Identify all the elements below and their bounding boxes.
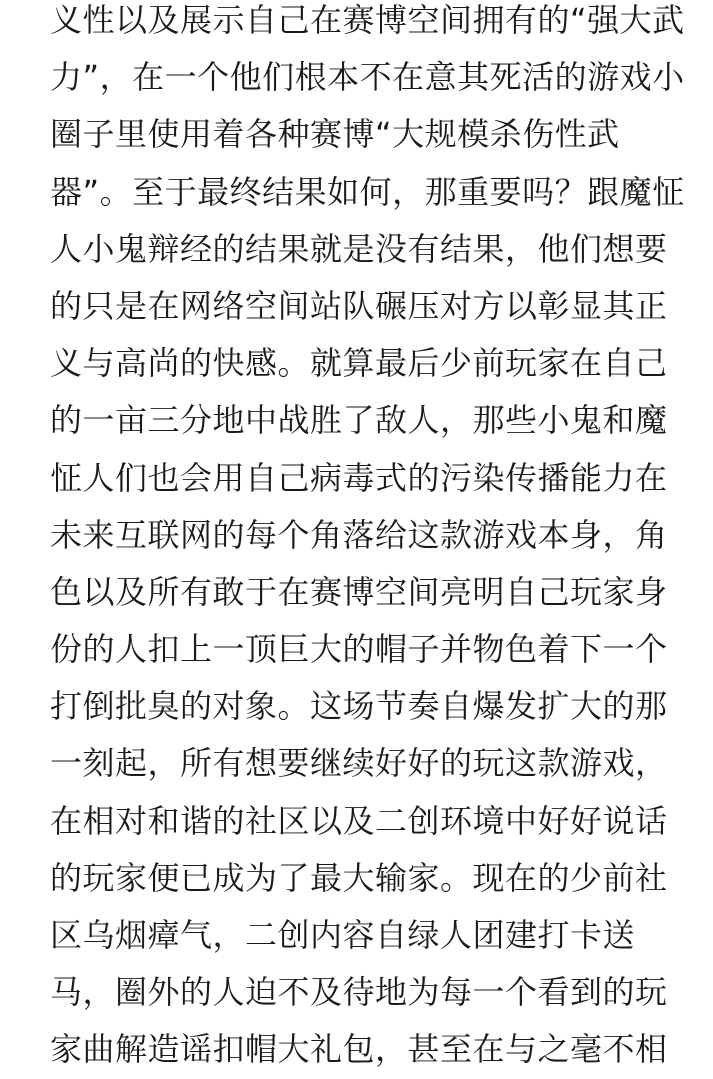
- text-line: 的一亩三分地中战胜了敌人，那些小鬼和魔: [50, 401, 668, 440]
- text-line: 份的人扣上一顶巨大的帽子并物色着下一个: [50, 630, 668, 669]
- text-line: 力”，在一个他们根本不在意其死活的游戏小: [50, 58, 685, 97]
- text-line: 色以及所有敢于在赛博空间亮明自己玩家身: [50, 572, 668, 611]
- text-line: 马，圈外的人迫不及待地为每一个看到的玩: [50, 973, 668, 1012]
- text-line: 区乌烟瘴气，二创内容自绿人团建打卡送: [50, 916, 636, 954]
- article-body: [50, 0, 690, 1079]
- text-line: 一刻起，所有想要继续好好的玩这款游戏，: [50, 744, 668, 783]
- text-line: 义与高尚的快感。就算最后少前玩家在自己: [50, 344, 668, 383]
- text-line: 器”。至于最终结果如何，那重要吗？跟魔怔: [50, 172, 685, 211]
- text-line: 人小鬼辩经的结果就是没有结果，他们想要: [50, 229, 668, 268]
- text-line: 在相对和谐的社区以及二创环境中好好说话: [50, 801, 668, 840]
- text-line: 义性以及展示自己在赛博空间拥有的“强大武: [50, 1, 685, 39]
- text-line: 的只是在网络空间站队碾压对方以彰显其正: [50, 286, 668, 325]
- text-line: 圈子里使用着各种赛博“大规模杀伤性武: [50, 115, 620, 154]
- text-line: 怔人们也会用自己病毒式的污染传播能力在: [50, 458, 668, 497]
- text-line: 家曲解造谣扣帽大礼包，甚至在与之毫不相: [50, 1030, 668, 1069]
- text-line: 的玩家便已成为了最大输家。现在的少前社: [50, 858, 668, 897]
- text-line: 打倒批臭的对象。这场节奏自爆发扩大的那: [50, 687, 668, 726]
- text-line: 未来互联网的每个角落给这款游戏本身，角: [50, 515, 668, 554]
